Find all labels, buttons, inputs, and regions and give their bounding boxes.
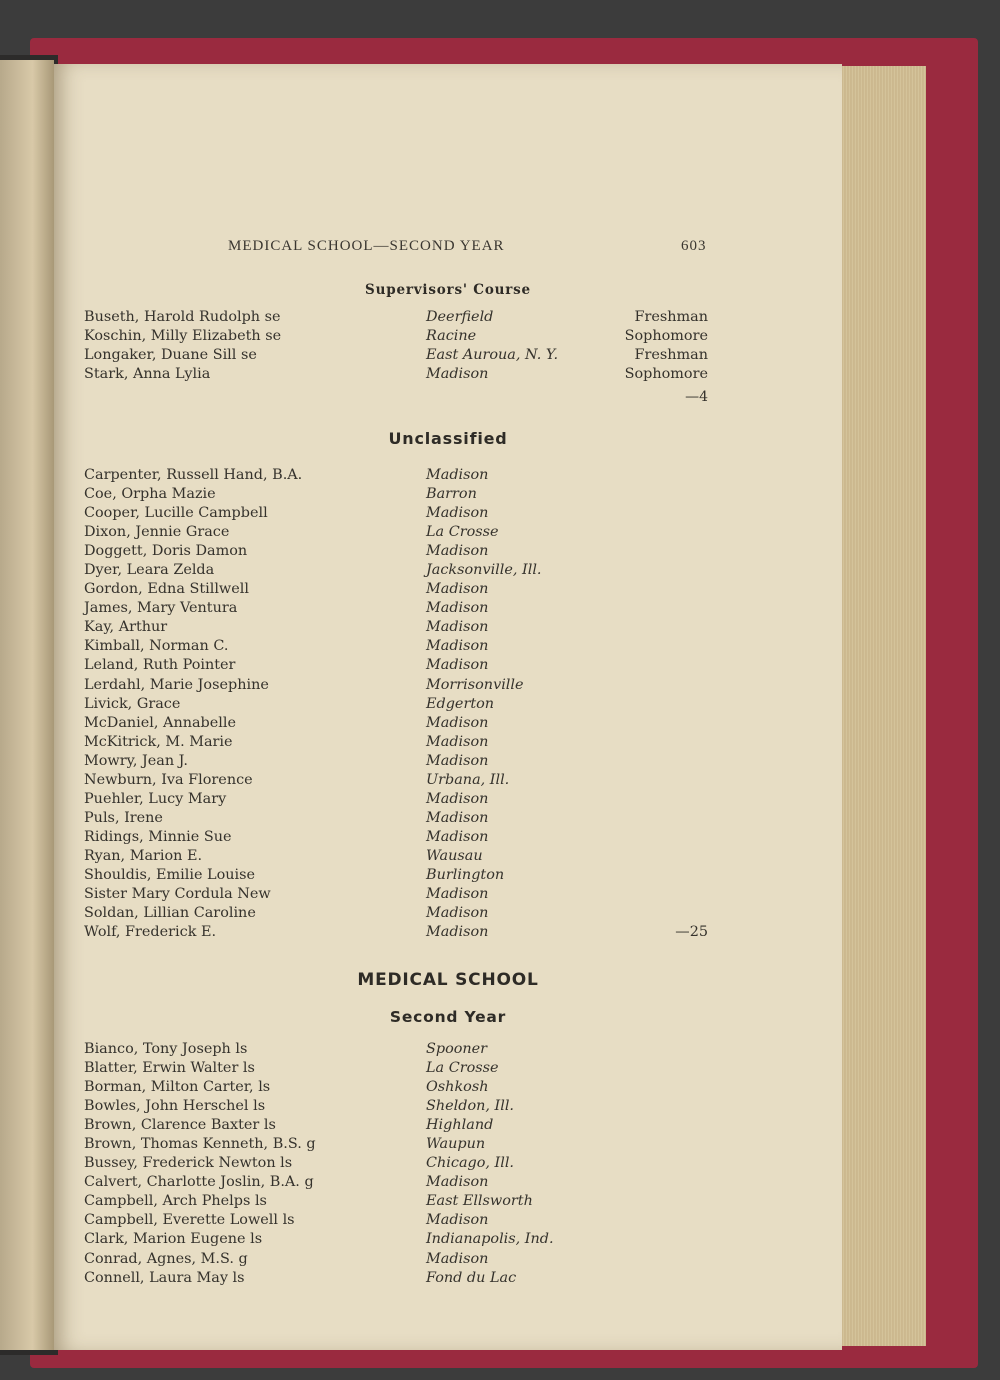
list-item — [54, 346, 842, 365]
list-item — [54, 1230, 842, 1249]
hometown: Waupun — [426, 1136, 486, 1153]
student-name: Buseth, Harold Rudolph se — [84, 309, 281, 325]
list-item — [54, 733, 842, 752]
student-name: Brown, Thomas Kenneth, B.S. g — [84, 1136, 316, 1153]
student-name: Longaker, Duane Sill se — [84, 347, 257, 364]
student-name: Shouldis, Emilie Louise — [84, 866, 256, 883]
supervisors-total: —4 — [685, 389, 708, 405]
hometown: Edgerton — [426, 695, 495, 712]
student-name: Mowry, Jean J. — [84, 752, 188, 769]
hometown: Spooner — [426, 1041, 488, 1057]
hometown: Oshkosh — [426, 1079, 489, 1096]
student-name: Leland, Ruth Pointer — [84, 657, 236, 674]
list-item — [54, 618, 842, 637]
hometown: Madison — [426, 733, 489, 750]
student-name: Dyer, Leara Zelda — [84, 562, 215, 579]
list-item — [54, 1135, 842, 1154]
student-name: Blatter, Erwin Walter ls — [84, 1060, 255, 1077]
hometown: Madison — [426, 1174, 489, 1191]
student-name: Clark, Marion Eugene ls — [84, 1231, 263, 1248]
list-item — [54, 1040, 842, 1059]
list-item — [54, 656, 842, 675]
list-item — [54, 695, 842, 714]
hometown: Deerfield — [426, 309, 494, 325]
hometown: Madison — [426, 619, 489, 636]
student-name: Soldan, Lillian Caroline — [84, 905, 256, 922]
list-item — [54, 1078, 842, 1097]
student-name: James, Mary Ventura — [84, 600, 238, 617]
list-item — [54, 308, 842, 327]
list-item — [54, 790, 842, 809]
student-name: Stark, Anna Lylia — [84, 366, 211, 383]
list-item — [54, 1173, 842, 1192]
list-item — [54, 809, 842, 828]
hometown: Madison — [426, 1212, 489, 1229]
student-name: Lerdahl, Marie Josephine — [84, 676, 269, 693]
hometown: Sheldon, Ill. — [426, 1098, 515, 1115]
student-name: Brown, Clarence Baxter ls — [84, 1117, 276, 1134]
class-standing: Freshman — [634, 347, 708, 364]
hometown: Madison — [426, 714, 489, 731]
student-name: Bowles, John Herschel ls — [84, 1098, 266, 1115]
list-item — [54, 1097, 842, 1116]
student-name: Livick, Grace — [84, 695, 181, 712]
list-item — [54, 1211, 842, 1230]
list-item — [54, 1269, 842, 1288]
student-name: Coe, Orpha Mazie — [84, 486, 216, 503]
hometown: Burlington — [426, 866, 505, 883]
student-name: Gordon, Edna Stillwell — [84, 581, 249, 598]
student-name: Campbell, Arch Phelps ls — [84, 1193, 267, 1210]
hometown: Madison — [426, 809, 489, 826]
hometown: Madison — [426, 581, 489, 598]
hometown: Jacksonville, Ill. — [426, 562, 542, 579]
list-item — [54, 523, 842, 542]
student-name: Conrad, Agnes, M.S. g — [84, 1250, 248, 1267]
book-page — [54, 64, 842, 1350]
student-name: Kay, Arthur — [84, 619, 168, 636]
list-item — [54, 327, 842, 346]
student-name: McKitrick, M. Marie — [84, 733, 233, 750]
student-name: Ryan, Marion E. — [84, 847, 203, 864]
student-name: Puehler, Lucy Mary — [84, 790, 227, 807]
unclassified-list — [54, 466, 842, 942]
list-item — [54, 1192, 842, 1211]
hometown: La Crosse — [426, 524, 499, 541]
list-item — [54, 466, 842, 485]
hometown: Morrisonville — [426, 676, 524, 693]
list-item — [54, 561, 842, 580]
section-subheading-second-year: Second Year — [389, 1008, 507, 1026]
student-name: Doggett, Doris Damon — [84, 543, 248, 560]
list-item — [54, 1154, 842, 1173]
hometown: Indianapolis, Ind. — [426, 1231, 554, 1248]
list-item — [54, 828, 842, 847]
list-item — [54, 676, 842, 695]
hometown: Madison — [426, 1250, 489, 1267]
second-year-list — [54, 1040, 842, 1288]
section-heading-medical-school: MEDICAL SCHOOL — [357, 970, 539, 990]
page-number: 603 — [681, 238, 707, 254]
section-heading-supervisors: Supervisors' Course — [365, 282, 531, 298]
hometown: Fond du Lac — [426, 1269, 517, 1286]
class-standing: Sophomore — [624, 328, 708, 345]
hometown: Madison — [426, 828, 489, 845]
list-item — [54, 1116, 842, 1135]
hometown: Madison — [426, 886, 489, 903]
student-name: Borman, Milton Carter, ls — [84, 1079, 271, 1096]
student-name: Calvert, Charlotte Joslin, B.A. g — [84, 1174, 314, 1191]
student-name: Carpenter, Russell Hand, B.A. — [84, 467, 303, 483]
hometown: Madison — [426, 924, 489, 941]
list-item — [54, 485, 842, 504]
class-standing: Freshman — [634, 309, 708, 325]
hometown: Madison — [426, 366, 489, 383]
hometown: Madison — [426, 905, 489, 922]
list-item — [54, 542, 842, 561]
list-item — [54, 1250, 842, 1269]
list-item — [54, 599, 842, 618]
student-name: Connell, Laura May ls — [84, 1269, 245, 1286]
student-name: Dixon, Jennie Grace — [84, 524, 230, 541]
page-edges — [842, 66, 926, 1346]
student-name: Bianco, Tony Joseph ls — [84, 1041, 248, 1057]
list-item — [54, 923, 842, 942]
student-name: Newburn, Iva Florence — [84, 771, 253, 788]
list-item — [54, 714, 842, 733]
hometown: La Crosse — [426, 1060, 499, 1077]
hometown: Highland — [426, 1117, 494, 1134]
hometown: East Ellsworth — [426, 1193, 533, 1210]
running-head: MEDICAL SCHOOL—SECOND YEAR — [228, 238, 505, 254]
student-name: Campbell, Everette Lowell ls — [84, 1212, 295, 1229]
hometown: Urbana, Ill. — [426, 771, 510, 788]
list-item — [54, 866, 842, 885]
student-name: Bussey, Frederick Newton ls — [84, 1155, 293, 1172]
hometown: Madison — [426, 505, 489, 522]
student-name: Koschin, Milly Elizabeth se — [84, 328, 282, 345]
student-name: Sister Mary Cordula New — [84, 886, 271, 903]
student-name: Ridings, Minnie Sue — [84, 828, 232, 845]
student-name: McDaniel, Annabelle — [84, 714, 237, 731]
list-item — [54, 771, 842, 790]
list-item — [54, 752, 842, 771]
supervisors-list — [54, 308, 842, 384]
hometown: Madison — [426, 600, 489, 617]
student-name: Kimball, Norman C. — [84, 638, 229, 655]
hometown: Madison — [426, 467, 489, 483]
list-item — [54, 504, 842, 523]
list-item — [54, 580, 842, 599]
list-item — [54, 847, 842, 866]
hometown: Barron — [426, 486, 477, 503]
list-item — [54, 365, 842, 384]
hometown: Madison — [426, 638, 489, 655]
section-heading-unclassified: Unclassified — [388, 429, 508, 448]
unclassified-total: —25 — [675, 924, 708, 941]
list-item — [54, 1059, 842, 1078]
hometown: Madison — [426, 543, 489, 560]
student-name: Wolf, Frederick E. — [84, 924, 217, 941]
hometown: Madison — [426, 790, 489, 807]
class-standing: Sophomore — [624, 366, 708, 383]
hometown: East Auroua, N. Y. — [426, 347, 559, 364]
list-item — [54, 904, 842, 923]
list-item — [54, 637, 842, 656]
student-name: Cooper, Lucille Campbell — [84, 505, 268, 522]
hometown: Racine — [426, 328, 477, 345]
student-name: Puls, Irene — [84, 809, 163, 826]
hometown: Madison — [426, 657, 489, 674]
hometown: Wausau — [426, 847, 483, 864]
hometown: Madison — [426, 752, 489, 769]
facing-page-edge — [0, 60, 54, 1350]
hometown: Chicago, Ill. — [426, 1155, 515, 1172]
list-item — [54, 885, 842, 904]
